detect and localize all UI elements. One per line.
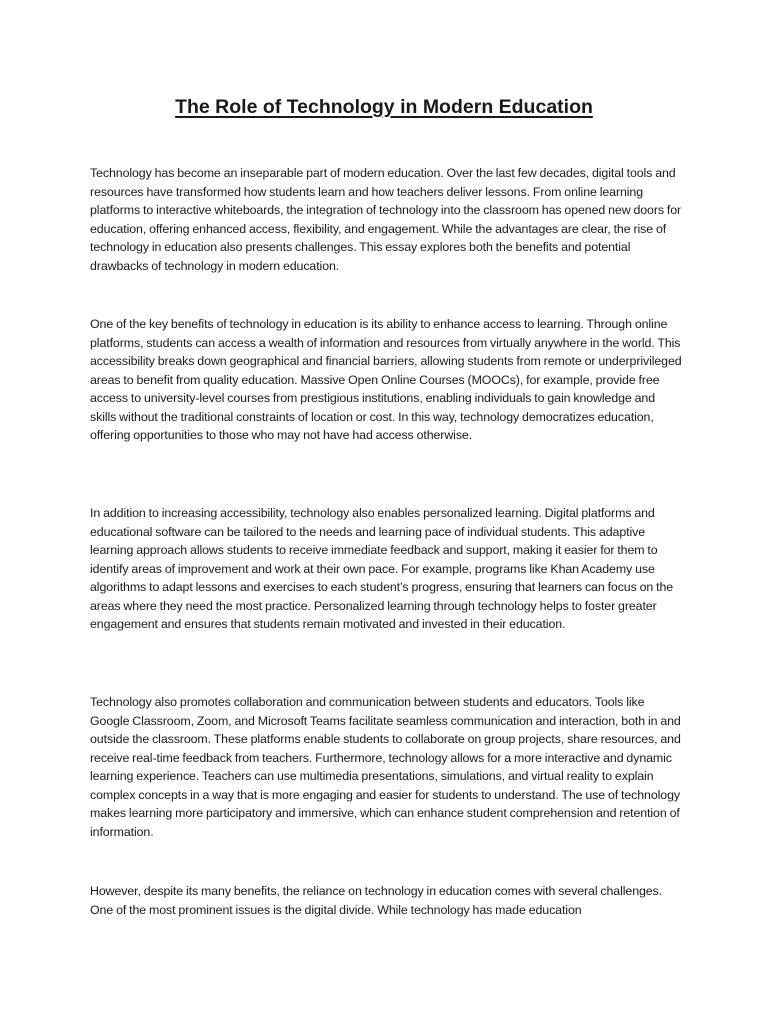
paragraph-introduction: Technology has become an inseparable part of modern education. Over the last few decades, digital tools and resources have transformed how students learn and how teachers deliver lessons. From online learning platforms to interactive whiteboards, the integration of technology into the classroom has opened new doors for education, offering enhanced access, flexibility, and engagement. While the advantages are clear, the rise of technology in education also presents challenges. This essay explores both the benefits and potential drawbacks of technology in modern education. <box>90 166 682 273</box>
paragraph-personalized-learning: In addition to increasing accessibility, technology also enables personalized learning. Digital platforms and educational software can be tailored to the needs and learning pace of individual students. This adaptive learning approach allows students to receive immediate feedback and support, making it easier for them to identify areas of improvement and work at their own pace. For example, programs like Khan Academy use algorithms to adapt lessons and exercises to each student’s progress, ensuring that learners can focus on the areas where they need the most practice. Personalized learning through technology helps to foster greater engagement and ensures that students remain motivated and invested in their education. <box>90 506 674 631</box>
paragraph-challenges: However, despite its many benefits, the reliance on technology in education comes with several challenges. One of the most prominent issues is the digital divide. While technology has made education <box>90 884 662 917</box>
paragraph-accessibility: One of the key benefits of technology in education is its ability to enhance access to learning. Through online platforms, students can access a wealth of information and resources from virtually anywhere in the world. This accessibility breaks down geographical and financial barriers, allowing students from remote or underprivileged areas to benefit from quality education. Massive Open Online Courses (MOOCs), for example, provide free access to university-level courses from prestigious institutions, enabling individuals to gain knowledge and skills without the traditional constraints of location or cost. In this way, technology democratizes education, offering opportunities to those who may not have had access otherwise. <box>90 317 682 442</box>
paragraph-collaboration: Technology also promotes collaboration and communication between students and educators. Tools like Google Classroom, Zoom, and Microsoft Teams facilitate seamless communication and interaction, both in and outside the classroom. These platforms enable students to collaborate on group projects, share resources, and receive real-time feedback from teachers. Furthermore, technology allows for a more interactive and dynamic learning experience. Teachers can use multimedia presentations, simulations, and virtual reality to explain complex concepts in a way that is more engaging and easier for students to understand. The use of technology makes learning more participatory and immersive, which can enhance student comprehension and retention of information. <box>90 695 681 839</box>
document-title: The Role of Technology in Modern Education <box>175 96 593 118</box>
